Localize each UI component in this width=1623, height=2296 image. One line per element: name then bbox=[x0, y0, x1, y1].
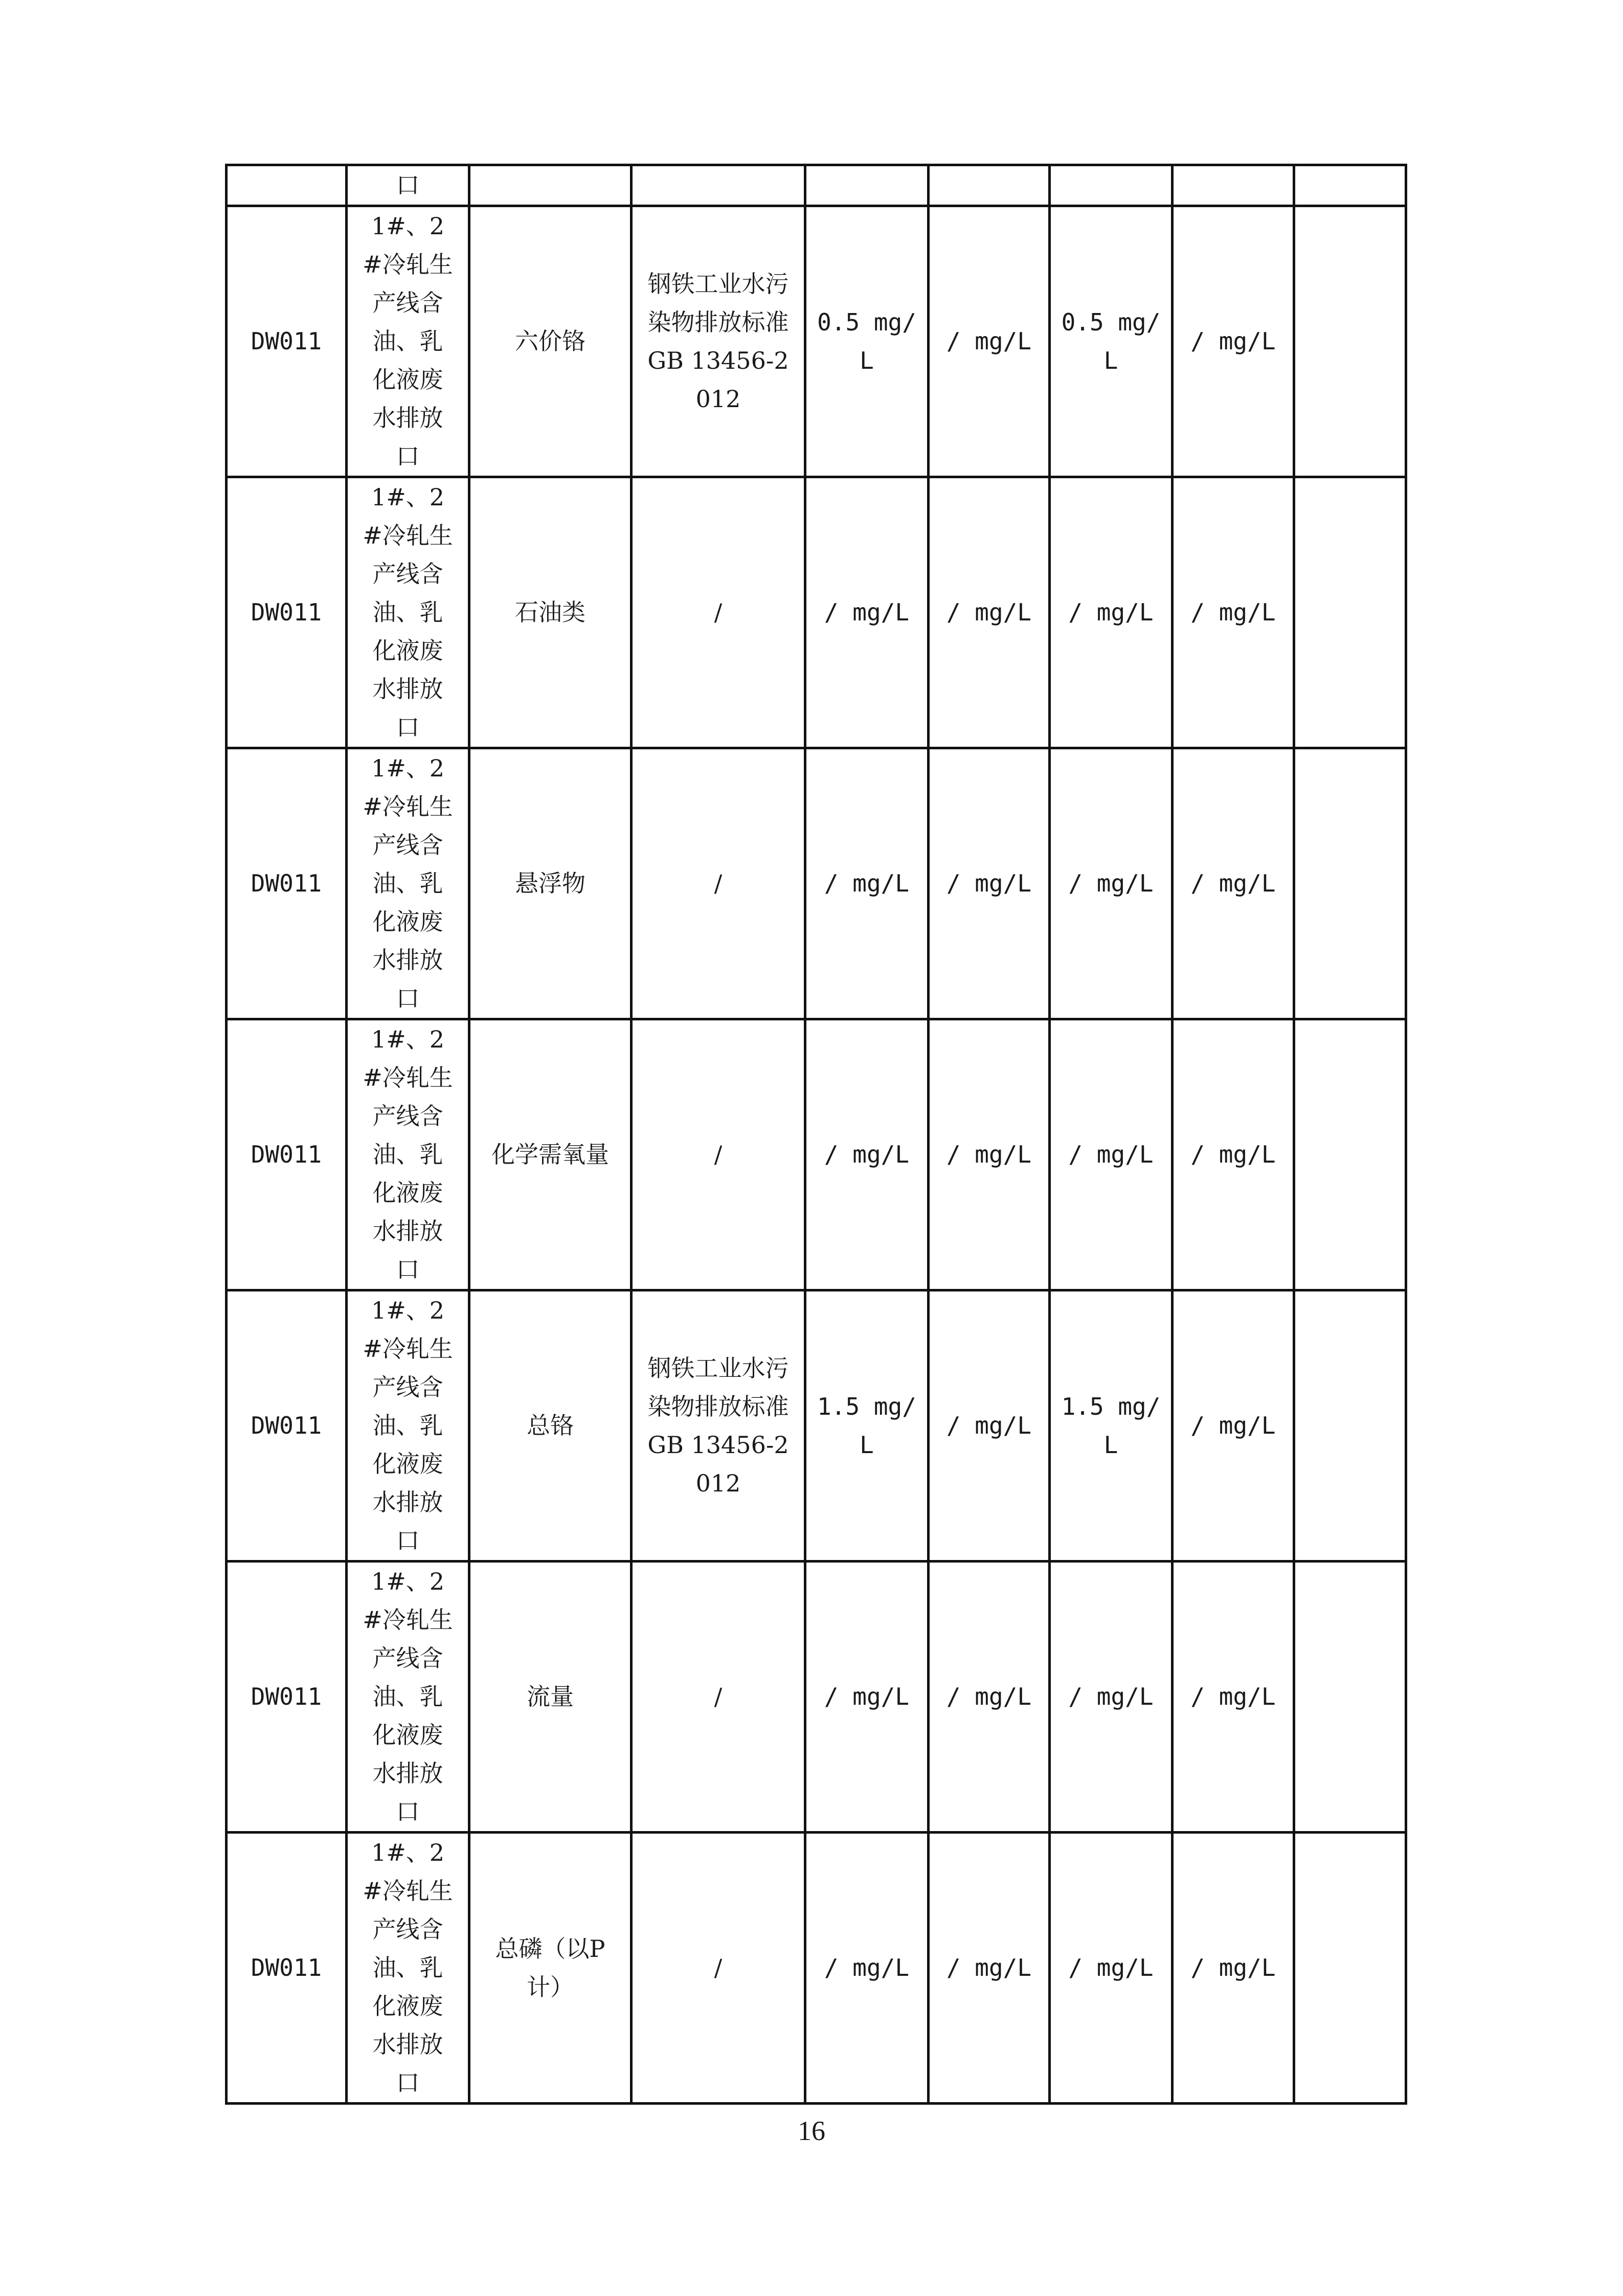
cell-outlet-name: 口 bbox=[347, 165, 469, 206]
cell-limit-4 bbox=[1173, 748, 1294, 1019]
cell-outlet-id: DW011 bbox=[227, 748, 347, 1019]
cell-limit-1 bbox=[805, 1833, 929, 2104]
cell-limit-4 bbox=[1173, 477, 1294, 748]
limit-4-text: / mg/L bbox=[1190, 598, 1276, 626]
cell-limit-3 bbox=[1050, 1019, 1173, 1290]
cell-outlet-name bbox=[347, 206, 469, 477]
table-row bbox=[227, 1290, 1406, 1562]
outlet-name-text: 1#、2#冷轧生产线含油、乳化液废水排放口 bbox=[363, 1026, 453, 1283]
outlet-name-text: 1#、2#冷轧生产线含油、乳化液废水排放口 bbox=[363, 483, 453, 741]
outlet-name-text: 1#、2#冷轧生产线含油、乳化液废水排放口 bbox=[363, 1839, 453, 2097]
limit-1-text: / mg/L bbox=[824, 1683, 910, 1710]
cell-extra bbox=[1294, 206, 1406, 477]
cell-limit-3 bbox=[1050, 477, 1173, 748]
limit-3-text: 0.5 mg/L bbox=[1061, 308, 1161, 374]
cell-outlet-id: DW011 bbox=[227, 1290, 347, 1562]
cell-standard bbox=[632, 1833, 805, 2104]
cell-limit-1 bbox=[805, 206, 929, 477]
cell-extra bbox=[1294, 1833, 1406, 2104]
cell-pollutant bbox=[469, 748, 632, 1019]
cell-outlet-name bbox=[347, 1833, 469, 2104]
limit-4-text: / mg/L bbox=[1190, 327, 1276, 355]
limit-3-text: / mg/L bbox=[1068, 1683, 1154, 1710]
cell-limit-3 bbox=[1050, 748, 1173, 1019]
cell-extra bbox=[1294, 1019, 1406, 1290]
cell-limit-3 bbox=[1050, 165, 1173, 206]
limit-4-text: / mg/L bbox=[1190, 1412, 1276, 1439]
limit-2-text: / mg/L bbox=[946, 1141, 1032, 1168]
page-number: 16 bbox=[798, 2115, 825, 2146]
limit-2-text: / mg/L bbox=[946, 1954, 1032, 1981]
cell-outlet-id bbox=[227, 165, 347, 206]
cell-outlet-name bbox=[347, 1019, 469, 1290]
cell-standard bbox=[632, 206, 805, 477]
outlet-name-text: 1#、2#冷轧生产线含油、乳化液废水排放口 bbox=[363, 1568, 453, 1825]
cell-limit-2 bbox=[929, 477, 1050, 748]
cell-limit-2 bbox=[929, 1290, 1050, 1562]
cell-limit-1 bbox=[805, 165, 929, 206]
cell-outlet-name bbox=[347, 1290, 469, 1562]
cell-pollutant bbox=[469, 1290, 632, 1562]
cell-limit-3 bbox=[1050, 206, 1173, 477]
cell-outlet-name bbox=[347, 748, 469, 1019]
standard-text: / bbox=[714, 870, 723, 897]
cell-limit-1 bbox=[805, 1019, 929, 1290]
limit-2-text: / mg/L bbox=[946, 1412, 1032, 1439]
cell-outlet-name bbox=[347, 477, 469, 748]
table-row bbox=[227, 477, 1406, 748]
limit-3-text: / mg/L bbox=[1068, 598, 1154, 626]
limit-3-text: / mg/L bbox=[1068, 1954, 1154, 1981]
limit-4-text: / mg/L bbox=[1190, 1683, 1276, 1710]
pollutant-text: 流量 bbox=[527, 1683, 574, 1710]
cell-pollutant bbox=[469, 206, 632, 477]
discharge-limits-table bbox=[225, 164, 1407, 2105]
cell-limit-3 bbox=[1050, 1562, 1173, 1833]
cell-limit-4 bbox=[1173, 165, 1294, 206]
limit-1-text: / mg/L bbox=[824, 1141, 910, 1168]
cell-pollutant bbox=[469, 1019, 632, 1290]
limit-3-text: 1.5 mg/L bbox=[1061, 1392, 1161, 1459]
pollutant-text: 总磷（以P计） bbox=[495, 1934, 605, 2001]
cell-limit-3 bbox=[1050, 1833, 1173, 2104]
cell-limit-2 bbox=[929, 1019, 1050, 1290]
limit-2-text: / mg/L bbox=[946, 327, 1032, 355]
limit-4-text: / mg/L bbox=[1190, 870, 1276, 897]
limit-1-text: / mg/L bbox=[824, 1954, 910, 1981]
cell-limit-1 bbox=[805, 1562, 929, 1833]
cell-pollutant bbox=[469, 477, 632, 748]
cell-pollutant bbox=[469, 165, 632, 206]
cell-extra bbox=[1294, 165, 1406, 206]
cell-limit-4 bbox=[1173, 1562, 1294, 1833]
cell-extra bbox=[1294, 1562, 1406, 1833]
cell-limit-1 bbox=[805, 748, 929, 1019]
cell-extra bbox=[1294, 748, 1406, 1019]
cell-limit-3 bbox=[1050, 1290, 1173, 1562]
standard-text: / bbox=[714, 1954, 723, 1981]
limit-2-text: / mg/L bbox=[946, 1683, 1032, 1710]
limit-2-text: / mg/L bbox=[946, 870, 1032, 897]
cell-extra bbox=[1294, 477, 1406, 748]
table-row bbox=[227, 748, 1406, 1019]
limit-1-text: 1.5 mg/L bbox=[817, 1392, 916, 1459]
standard-text: / bbox=[714, 1141, 723, 1168]
standard-text: / bbox=[714, 1683, 723, 1710]
table-row bbox=[227, 206, 1406, 477]
pollutant-text: 石油类 bbox=[515, 598, 585, 626]
limit-2-text: / mg/L bbox=[946, 598, 1032, 626]
standard-text: 钢铁工业水污染物排放标准 GB 13456-2012 bbox=[647, 270, 789, 413]
table-row bbox=[227, 1019, 1406, 1290]
pollutant-text: 悬浮物 bbox=[515, 870, 585, 897]
limit-3-text: / mg/L bbox=[1068, 1141, 1154, 1168]
cell-limit-1 bbox=[805, 1290, 929, 1562]
pollutant-text: 化学需氧量 bbox=[491, 1141, 609, 1168]
cell-standard bbox=[632, 1562, 805, 1833]
standard-text: / bbox=[714, 598, 723, 626]
cell-limit-2 bbox=[929, 1562, 1050, 1833]
pollutant-text: 总铬 bbox=[527, 1412, 574, 1439]
cell-outlet-id: DW011 bbox=[227, 477, 347, 748]
cell-standard bbox=[632, 1290, 805, 1562]
limit-1-text: / mg/L bbox=[824, 870, 910, 897]
cell-limit-4 bbox=[1173, 1019, 1294, 1290]
limit-4-text: / mg/L bbox=[1190, 1954, 1276, 1981]
table-row bbox=[227, 1833, 1406, 2104]
cell-outlet-name bbox=[347, 1562, 469, 1833]
cell-limit-1 bbox=[805, 477, 929, 748]
limit-1-text: 0.5 mg/L bbox=[817, 308, 916, 374]
cell-limit-2 bbox=[929, 748, 1050, 1019]
cell-standard bbox=[632, 1019, 805, 1290]
cell-standard bbox=[632, 165, 805, 206]
cell-pollutant bbox=[469, 1833, 632, 2104]
cell-limit-2 bbox=[929, 206, 1050, 477]
table-row bbox=[227, 1562, 1406, 1833]
outlet-name-text: 1#、2#冷轧生产线含油、乳化液废水排放口 bbox=[363, 1297, 453, 1554]
cell-limit-4 bbox=[1173, 1833, 1294, 2104]
outlet-name-text: 1#、2#冷轧生产线含油、乳化液废水排放口 bbox=[363, 754, 453, 1012]
pollutant-text: 六价铬 bbox=[515, 327, 585, 355]
limit-1-text: / mg/L bbox=[824, 598, 910, 626]
cell-pollutant bbox=[469, 1562, 632, 1833]
cell-limit-4 bbox=[1173, 1290, 1294, 1562]
table-row-continuation bbox=[227, 165, 1406, 206]
cell-limit-2 bbox=[929, 165, 1050, 206]
cell-outlet-id: DW011 bbox=[227, 206, 347, 477]
limit-4-text: / mg/L bbox=[1190, 1141, 1276, 1168]
outlet-name-text: 1#、2#冷轧生产线含油、乳化液废水排放口 bbox=[363, 212, 453, 470]
standard-text: 钢铁工业水污染物排放标准 GB 13456-2012 bbox=[647, 1354, 789, 1497]
cell-standard bbox=[632, 748, 805, 1019]
cell-extra bbox=[1294, 1290, 1406, 1562]
cell-outlet-id: DW011 bbox=[227, 1833, 347, 2104]
cell-outlet-id: DW011 bbox=[227, 1562, 347, 1833]
cell-limit-4 bbox=[1173, 206, 1294, 477]
limit-3-text: / mg/L bbox=[1068, 870, 1154, 897]
cell-outlet-id: DW011 bbox=[227, 1019, 347, 1290]
cell-standard bbox=[632, 477, 805, 748]
cell-limit-2 bbox=[929, 1833, 1050, 2104]
